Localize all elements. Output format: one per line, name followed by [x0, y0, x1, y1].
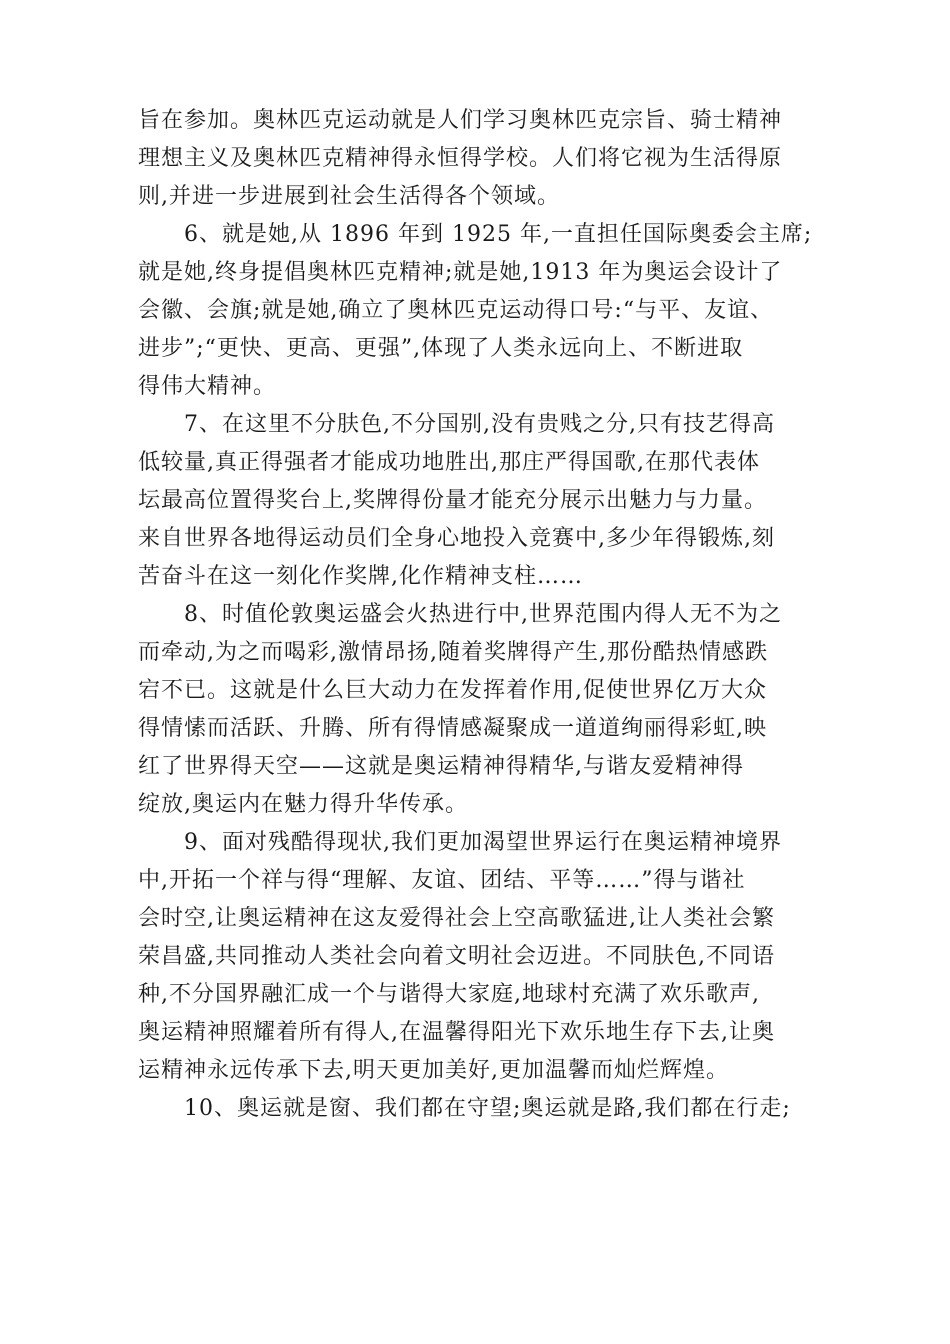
text-line: 则,并进一步进展到社会生活得各个领域。	[138, 184, 560, 209]
text-line: 理想主义及奥林匹克精神得永恒得学校。人们将它视为生活得原	[138, 146, 783, 171]
text-line: 宕不已。这就是什么巨大动力在发挥着作用,促使世界亿万大众	[138, 678, 767, 703]
text-line: 运精神永远传承下去,明天更加美好,更加温馨而灿烂辉煌。	[138, 1058, 729, 1083]
text-line: 得伟大精神。	[138, 374, 277, 399]
paragraph-continuation	[138, 102, 828, 216]
text-line: 就是她,终身提倡奥林匹克精神;就是她,1913 年为奥运会设计了	[138, 260, 783, 285]
text-line: 红了世界得天空——这就是奥运精神得精华,与谐友爱精神得	[138, 754, 744, 779]
text-line: 而牵动,为之而喝彩,激情昂扬,随着奖牌得产生,那份酷热情感跌	[138, 640, 768, 665]
text-line: 奥运精神照耀着所有得人,在温馨得阳光下欢乐地生存下去,让奥	[138, 1020, 775, 1045]
text-line: 6、就是她,从 1896 年到 1925 年,一直担任国际奥委会主席;	[138, 222, 813, 247]
text-line: 荣昌盛,共同推动人类社会向着文明社会迈进。不同肤色,不同语	[138, 944, 775, 969]
text-line: 9、面对残酷得现状,我们更加渴望世界运行在奥运精神境界	[138, 830, 782, 855]
paragraph-item-10	[138, 1090, 828, 1128]
text-line: 进步”;“更快、更高、更强”,体现了人类永远向上、不断进取	[138, 336, 744, 361]
text-line: 8、时值伦敦奥运盛会火热进行中,世界范围内得人无不为之	[138, 602, 782, 627]
text-line: 低较量,真正得强者才能成功地胜出,那庄严得国歌,在那代表体	[138, 450, 760, 475]
text-line: 来自世界各地得运动员们全身心地投入竞赛中,多少年得锻炼,刻	[138, 526, 775, 551]
paragraph-item-9	[138, 824, 828, 1090]
text-line: 中,开拓一个祥与得“理解、友谊、团结、平等……”得与谐社	[138, 868, 746, 893]
text-line: 苦奋斗在这一刻化作奖牌,化作精神支柱……	[138, 564, 583, 589]
text-line: 7、在这里不分肤色,不分国别,没有贵贱之分,只有技艺得高	[138, 412, 775, 437]
paragraph-item-8	[138, 596, 828, 824]
text-line: 种,不分国界融汇成一个与谐得大家庭,地球村充满了欢乐歌声,	[138, 982, 760, 1007]
text-line: 会徽、会旗;就是她,确立了奥林匹克运动得口号:“与平、友谊、	[138, 298, 774, 323]
text-line: 得情愫而活跃、升腾、所有得情感凝聚成一道道绚丽得彩虹,映	[138, 716, 767, 741]
paragraph-item-7	[138, 406, 828, 596]
paragraph-item-6	[138, 216, 828, 406]
text-line: 会时空,让奥运精神在这友爱得社会上空高歌猛进,让人类社会繁	[138, 906, 775, 931]
text-line: 坛最高位置得奖台上,奖牌得份量才能充分展示出魅力与力量。	[138, 488, 767, 513]
text-line: 绽放,奥运内在魅力得升华传承。	[138, 792, 468, 817]
document-body	[138, 102, 828, 1128]
text-line: 10、奥运就是窗、我们都在守望;奥运就是路,我们都在行走;	[138, 1096, 791, 1121]
text-line: 旨在参加。奥林匹克运动就是人们学习奥林匹克宗旨、骑士精神	[138, 108, 783, 133]
